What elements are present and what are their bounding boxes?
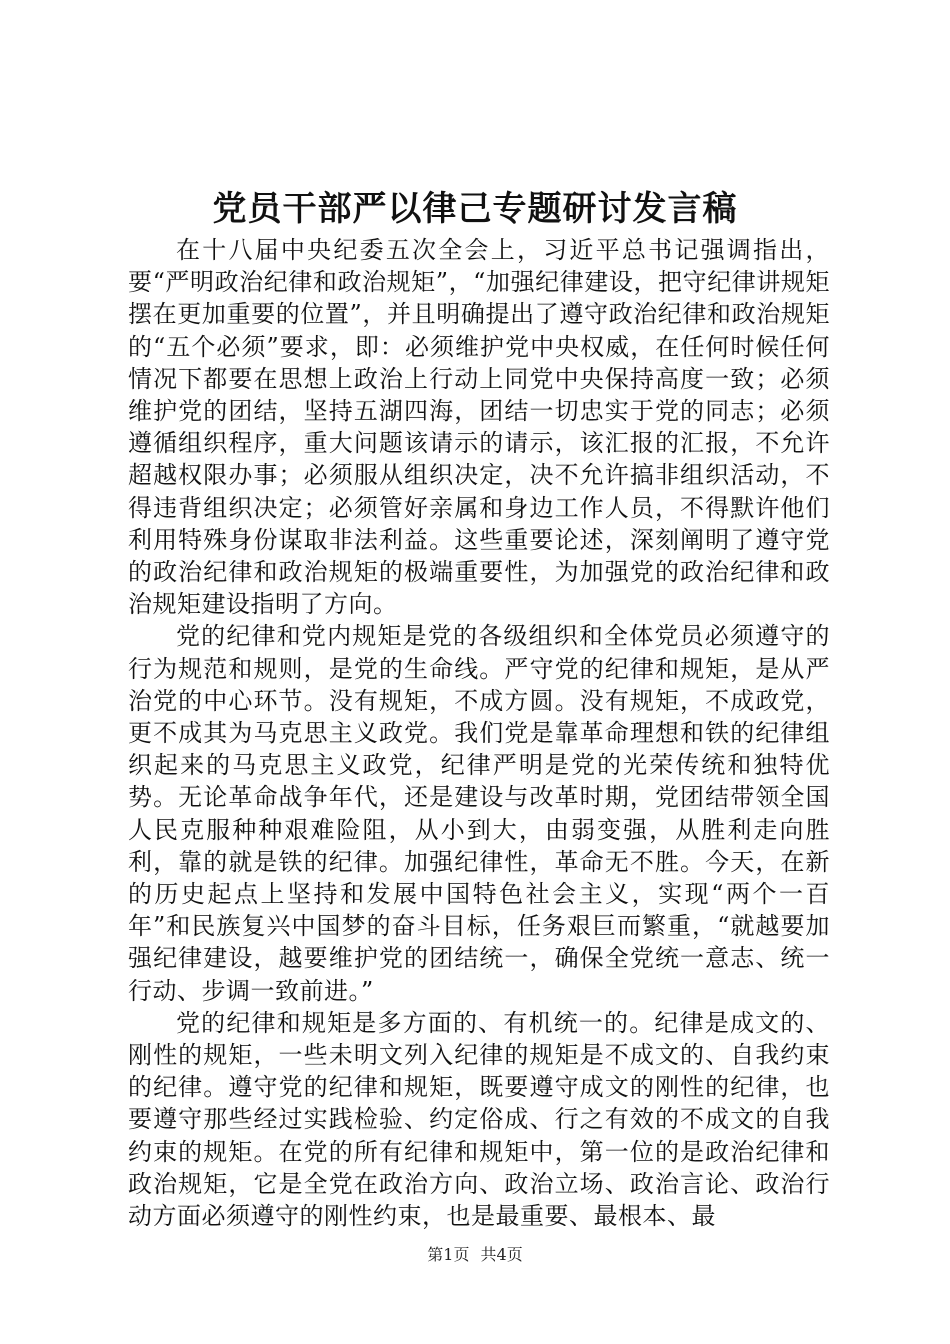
paragraph-3: 党的纪律和规矩是多方面的、有机统一的。纪律是成文的、刚性的规矩，一些未明文列入纪律的规矩是不成文的、自我约束的纪律。遵守党的纪律和规矩，既要遵守成文的刚性的纪律，也要遵守那些经过实践检验、约定俗成、行之有效的不成文的自我约束的规矩。在党的所有纪律和规矩中，第一位的是政治纪律和政治规矩，它是全党在政治方向、政治立场、政治言论、政治行动方面必须遵守的刚性约束，也是最重要、最根本、最: [128, 1008, 830, 1231]
page-number-current: 第1页: [427, 1245, 470, 1264]
page-number-total: 共4页: [480, 1245, 523, 1264]
document-title: 党员干部严以律己专题研讨发言稿: [212, 189, 738, 229]
document-body: [128, 234, 830, 1232]
paragraph-1: 在十八届中央纪委五次全会上，习近平总书记强调指出，要“严明政治纪律和政治规矩”，“加强纪律建设，把守纪律讲规矩摆在更加重要的位置”，并且明确提出了遵守政治纪律和政治规矩的“五个必须”要求，即：必须维护党中央权威，在任何时候任何情况下都要在思想上政治上行动上同党中央保持高度一致；必须维护党的团结，坚持五湖四海，团结一切忠实于党的同志；必须遵循组织程序，重大问题该请示的请示，该汇报的汇报，不允许超越权限办事；必须服从组织决定，决不允许搞非组织活动，不得违背组织决定；必须管好亲属和身边工作人员，不得默许他们利用特殊身份谋取非法利益。这些重要论述，深刻阐明了遵守党的政治纪律和政治规矩的极端重要性，为加强党的政治纪律和政治规矩建设指明了方向。: [128, 236, 830, 619]
page-footer: [0, 1244, 950, 1266]
paragraph-2: 党的纪律和党内规矩是党的各级组织和全体党员必须遵守的行为规范和规则，是党的生命线。严守党的纪律和规矩，是从严治党的中心环节。没有规矩，不成方圆。没有规矩，不成政党，更不成其为马克思主义政党。我们党是靠革命理想和铁的纪律组织起来的马克思主义政党，纪律严明是党的光荣传统和独特优势。无论革命战争年代，还是建设与改革时期，党团结带领全国人民克服种种艰难险阻，从小到大，由弱变强，从胜利走向胜利，靠的就是铁的纪律。加强纪律性，革命无不胜。今天，在新的历史起点上坚持和发展中国特色社会主义，实现“两个一百年”和民族复兴中国梦的奋斗目标，任务艰巨而繁重，“就越要加强纪律建设，越要维护党的团结统一，确保全党统一意志、统一行动、步调一致前进。”: [128, 622, 830, 1005]
